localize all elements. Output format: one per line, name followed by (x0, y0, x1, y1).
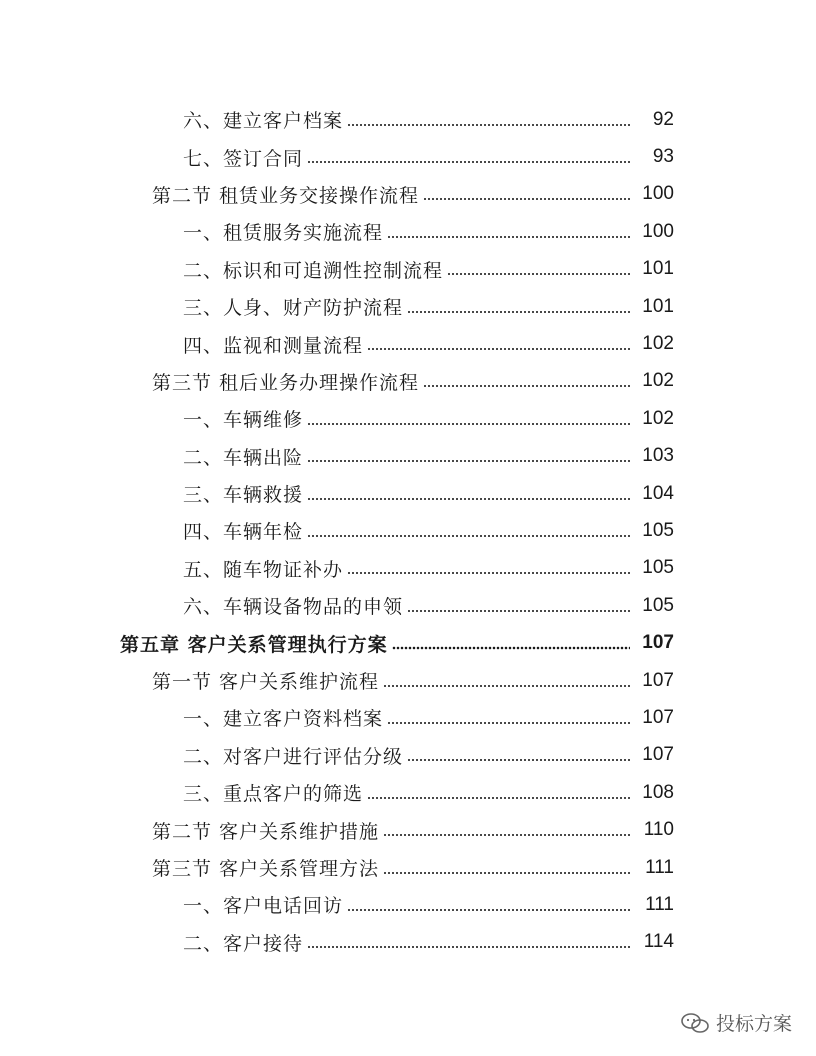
watermark-text: 投标方案 (715, 1013, 792, 1035)
toc-entry-title: 第三节 客户关系管理方法 (152, 858, 380, 880)
dot-leader (447, 272, 630, 276)
toc-entry-page: 107 (642, 744, 674, 766)
toc-entry-page: 111 (645, 893, 674, 915)
toc-entry (0, 662, 816, 699)
dot-leader (367, 796, 630, 800)
dot-leader (407, 609, 630, 613)
dot-leader (347, 908, 630, 912)
toc-entry-page: 107 (642, 632, 674, 654)
toc-entry-page: 107 (642, 706, 674, 728)
toc-entry-title: 一、租赁服务实施流程 (183, 222, 384, 245)
toc-entry (0, 849, 816, 886)
dot-leader (307, 459, 630, 463)
toc-entry (0, 774, 816, 811)
toc-entry-page: 103 (642, 445, 674, 467)
dot-leader (367, 347, 630, 351)
toc-entry-title: 三、重点客户的筛选 (183, 783, 364, 806)
toc-entry (0, 138, 816, 175)
toc-entry-title: 第二节 租赁业务交接操作流程 (152, 184, 420, 207)
toc-entry (0, 363, 816, 400)
toc-entry (0, 438, 816, 475)
toc-entry-page: 110 (643, 819, 674, 841)
toc-entry-page: 102 (642, 370, 674, 392)
toc-entry (0, 101, 816, 138)
toc-entry-page: 101 (642, 258, 674, 280)
toc-entry (0, 624, 816, 661)
table-of-contents (0, 101, 816, 961)
toc-entry-title: 第三节 租后业务办理操作流程 (152, 371, 420, 394)
toc-entry (0, 475, 816, 512)
toc-entry-title: 第二节 客户关系维护措施 (152, 820, 380, 843)
dot-leader (383, 684, 630, 688)
toc-entry (0, 587, 816, 624)
toc-entry-page: 102 (642, 407, 674, 429)
dot-leader (307, 160, 630, 164)
toc-entry-page: 105 (642, 594, 674, 616)
toc-entry-page: 102 (642, 333, 674, 355)
toc-entry-title: 二、对客户进行评估分级 (183, 745, 404, 768)
toc-entry-title: 六、建立客户档案 (183, 110, 344, 133)
toc-entry (0, 924, 816, 961)
toc-entry (0, 512, 816, 549)
toc-entry-title: 七、签订合同 (183, 147, 304, 170)
toc-entry (0, 213, 816, 250)
dot-leader (347, 571, 630, 575)
toc-entry-title: 四、监视和测量流程 (183, 334, 364, 357)
dot-leader (307, 534, 630, 538)
toc-entry-page: 105 (642, 557, 674, 579)
toc-entry-title: 五、随车物证补办 (183, 558, 344, 581)
toc-entry-title: 第五章 客户关系管理执行方案 (120, 633, 388, 656)
dot-leader (307, 497, 630, 501)
toc-entry-page: 107 (642, 669, 674, 691)
toc-entry-title: 第一节 客户关系维护流程 (152, 671, 380, 694)
dot-leader (392, 646, 630, 650)
toc-entry-title: 一、客户电话回访 (183, 895, 344, 918)
toc-entry-page: 101 (642, 295, 674, 317)
toc-entry (0, 176, 816, 213)
toc-entry (0, 400, 816, 437)
toc-entry (0, 325, 816, 362)
toc-entry-title: 三、车辆救援 (183, 484, 304, 507)
toc-entry-page: 108 (642, 781, 674, 803)
dot-leader (383, 871, 630, 875)
toc-entry-page: 114 (643, 931, 674, 953)
toc-entry-page: 111 (645, 856, 674, 878)
toc-entry (0, 699, 816, 736)
dot-leader (307, 422, 630, 426)
toc-entry (0, 550, 816, 587)
toc-entry-title: 一、车辆维修 (183, 409, 304, 432)
toc-entry-page: 100 (642, 220, 674, 242)
toc-entry-page: 93 (652, 146, 674, 168)
toc-entry-title: 一、建立客户资料档案 (183, 708, 384, 731)
dot-leader (423, 384, 630, 388)
toc-entry-page: 100 (642, 183, 674, 205)
toc-entry-page: 105 (642, 519, 674, 541)
toc-entry (0, 737, 816, 774)
toc-entry-title: 二、客户接待 (183, 932, 304, 955)
toc-entry (0, 811, 816, 848)
dot-leader (407, 758, 630, 762)
dot-leader (347, 123, 630, 127)
dot-leader (387, 235, 630, 239)
toc-entry (0, 251, 816, 288)
toc-entry (0, 886, 816, 923)
toc-entry-page: 92 (652, 108, 674, 130)
toc-entry-title: 六、车辆设备物品的申领 (183, 596, 404, 619)
toc-entry-title: 二、标识和可追溯性控制流程 (183, 259, 444, 282)
dot-leader (407, 310, 630, 314)
dot-leader (307, 945, 630, 949)
dot-leader (387, 721, 630, 725)
toc-entry-title: 三、人身、财产防护流程 (183, 297, 404, 320)
toc-entry (0, 288, 816, 325)
toc-entry-page: 104 (642, 482, 674, 504)
dot-leader (423, 197, 630, 201)
watermark (680, 1009, 792, 1036)
toc-entry-title: 四、车辆年检 (183, 521, 304, 544)
toc-entry-title: 二、车辆出险 (183, 446, 304, 469)
dot-leader (383, 833, 630, 837)
wechat-icon (680, 1012, 710, 1034)
